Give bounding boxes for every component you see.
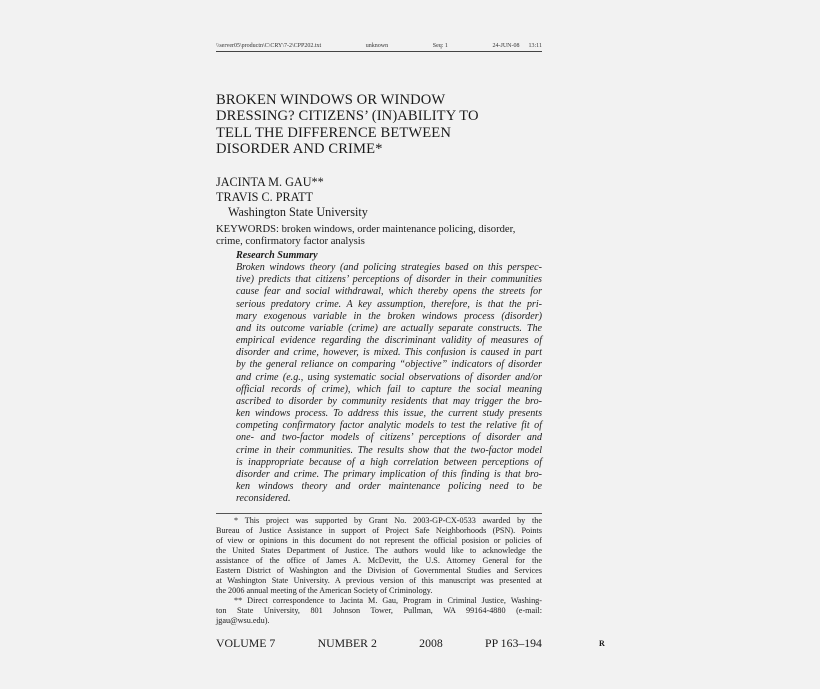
footnote-line: * This project was supported by Grant No. 2003-GP-CX-0533 awarded by the: [234, 516, 542, 525]
journal-footer: [216, 636, 542, 651]
summary-line: ascribed to disorder by community residents that may trigger the bro-: [236, 395, 542, 407]
footnote-line: Eastern District of Washington and the Division of Governmental Studies and Services: [216, 566, 542, 576]
summary-line: disorder and crime. The primary implication of this finding is that bro-: [236, 468, 542, 480]
summary-line: serious predatory crime. A key assumption, therefore, is that the pri-: [236, 298, 542, 310]
footnote-line: ** Direct correspondence to Jacinta M. Gau, Program in Criminal Justice, Washing-: [234, 596, 542, 606]
author-affiliation: Washington State University: [228, 205, 368, 219]
header-date-time: [493, 43, 542, 49]
summary-line: disorder and crime, however, is mixed. This confusion is caused in part: [236, 347, 542, 359]
footer-year: 2008: [419, 636, 443, 650]
footer-mark: R: [599, 639, 605, 648]
author-name: TRAVIS C. PRATT: [216, 190, 313, 204]
title-line: DISORDER AND CRIME*: [216, 141, 383, 158]
summary-line: empirical evidence regarding the discriminant validity of measures of: [236, 335, 542, 347]
footnote-line: Bureau of Justice Assistance in support of Project Safe Neighborhoods (PSN). Points: [216, 526, 542, 536]
paper-title: [216, 92, 546, 158]
keywords-line: crime, confirmatory factor analysis: [216, 236, 365, 248]
header-time: 13:11: [528, 43, 542, 49]
running-header: [216, 43, 542, 49]
footnote-line: of view or opinions in this document do not represent the official posision or policies of: [216, 536, 542, 546]
author-name: JACINTA M. GAU**: [216, 175, 324, 189]
footnote-line: the 2006 annual meeting of the American Society of Criminology.: [216, 586, 433, 596]
summary-line: tive) predicts that citizens’ perceptions of disorder in their communities: [236, 274, 542, 286]
header-user: unknown: [365, 43, 389, 49]
footnote-line: jgau@wsu.edu).: [216, 616, 270, 626]
footnote-line: assistance of the office of James A. McDevitt, the U.S. Attorney General for the: [216, 556, 542, 566]
title-line: DRESSING? CITIZENS’ (IN)ABILITY TO: [216, 108, 479, 125]
footnote-line: ton State University, 801 Johnson Tower, Pullman, WA 99164-4880 (e-mail:: [216, 606, 542, 616]
summary-line: cause fear and social withdrawal, which thereby opens the streets for: [236, 286, 542, 298]
footer-number: NUMBER 2: [317, 636, 377, 650]
summary-heading: Research Summary: [236, 250, 318, 261]
footer-pages: PP 163–194: [485, 636, 542, 650]
footnotes: [216, 516, 542, 627]
summary-line: mary exogenous variable in the broken windows process (disorder): [236, 310, 542, 322]
footnote-rule: [216, 513, 542, 514]
keywords-line: KEYWORDS: broken windows, order maintenance policing, disorder,: [216, 224, 516, 235]
header-date: 24-JUN-08: [492, 43, 520, 49]
title-line: BROKEN WINDOWS OR WINDOW: [216, 92, 446, 108]
summary-line: and crime (e.g., using systematic social observations of disorder and/or: [236, 371, 542, 383]
summary-line: Broken windows theory (and policing strategies based on this perspec-: [236, 262, 542, 274]
keywords: [216, 224, 542, 249]
summary-line: competing confirmatory factor analytic models to test the relative fit of: [236, 420, 542, 432]
header-rule: [216, 51, 542, 52]
footnote-line: at Washington State University. A previous version of this manuscript was presented at: [216, 576, 542, 586]
summary-line: by the general reliance on comparing “objective” indicators of disorder: [236, 359, 542, 371]
summary-line: ken windows theory and order maintenance policing need to be: [236, 480, 542, 492]
research-summary: [236, 250, 542, 505]
summary-line: is inappropriate because of a high correlation between perceptions of: [236, 456, 542, 468]
author-block: [216, 175, 546, 220]
footer-volume: VOLUME 7: [216, 636, 276, 650]
title-line: TELL THE DIFFERENCE BETWEEN: [216, 124, 451, 141]
summary-line: ken windows process. To address this issue, the current study presents: [236, 408, 542, 420]
summary-line: and its outcome variable (crime) are actually separate constructs. The: [236, 322, 542, 334]
header-path: \\server05\productn\C\CRY\7-2\CPP202.txt: [216, 43, 322, 49]
header-seq: Seq: 1: [432, 43, 448, 49]
summary-line: reconsidered.: [236, 493, 291, 505]
summary-line: one- and two-factor models of citizens’ perceptions of disorder and: [236, 432, 542, 444]
summary-line: official records of crime), which fail to capture the social meaning: [236, 383, 542, 395]
footnote-line: the United States Department of Justice. The authors would like to acknowledge the: [216, 546, 542, 556]
summary-line: crime in their communities. The results show that the two-factor model: [236, 444, 542, 456]
